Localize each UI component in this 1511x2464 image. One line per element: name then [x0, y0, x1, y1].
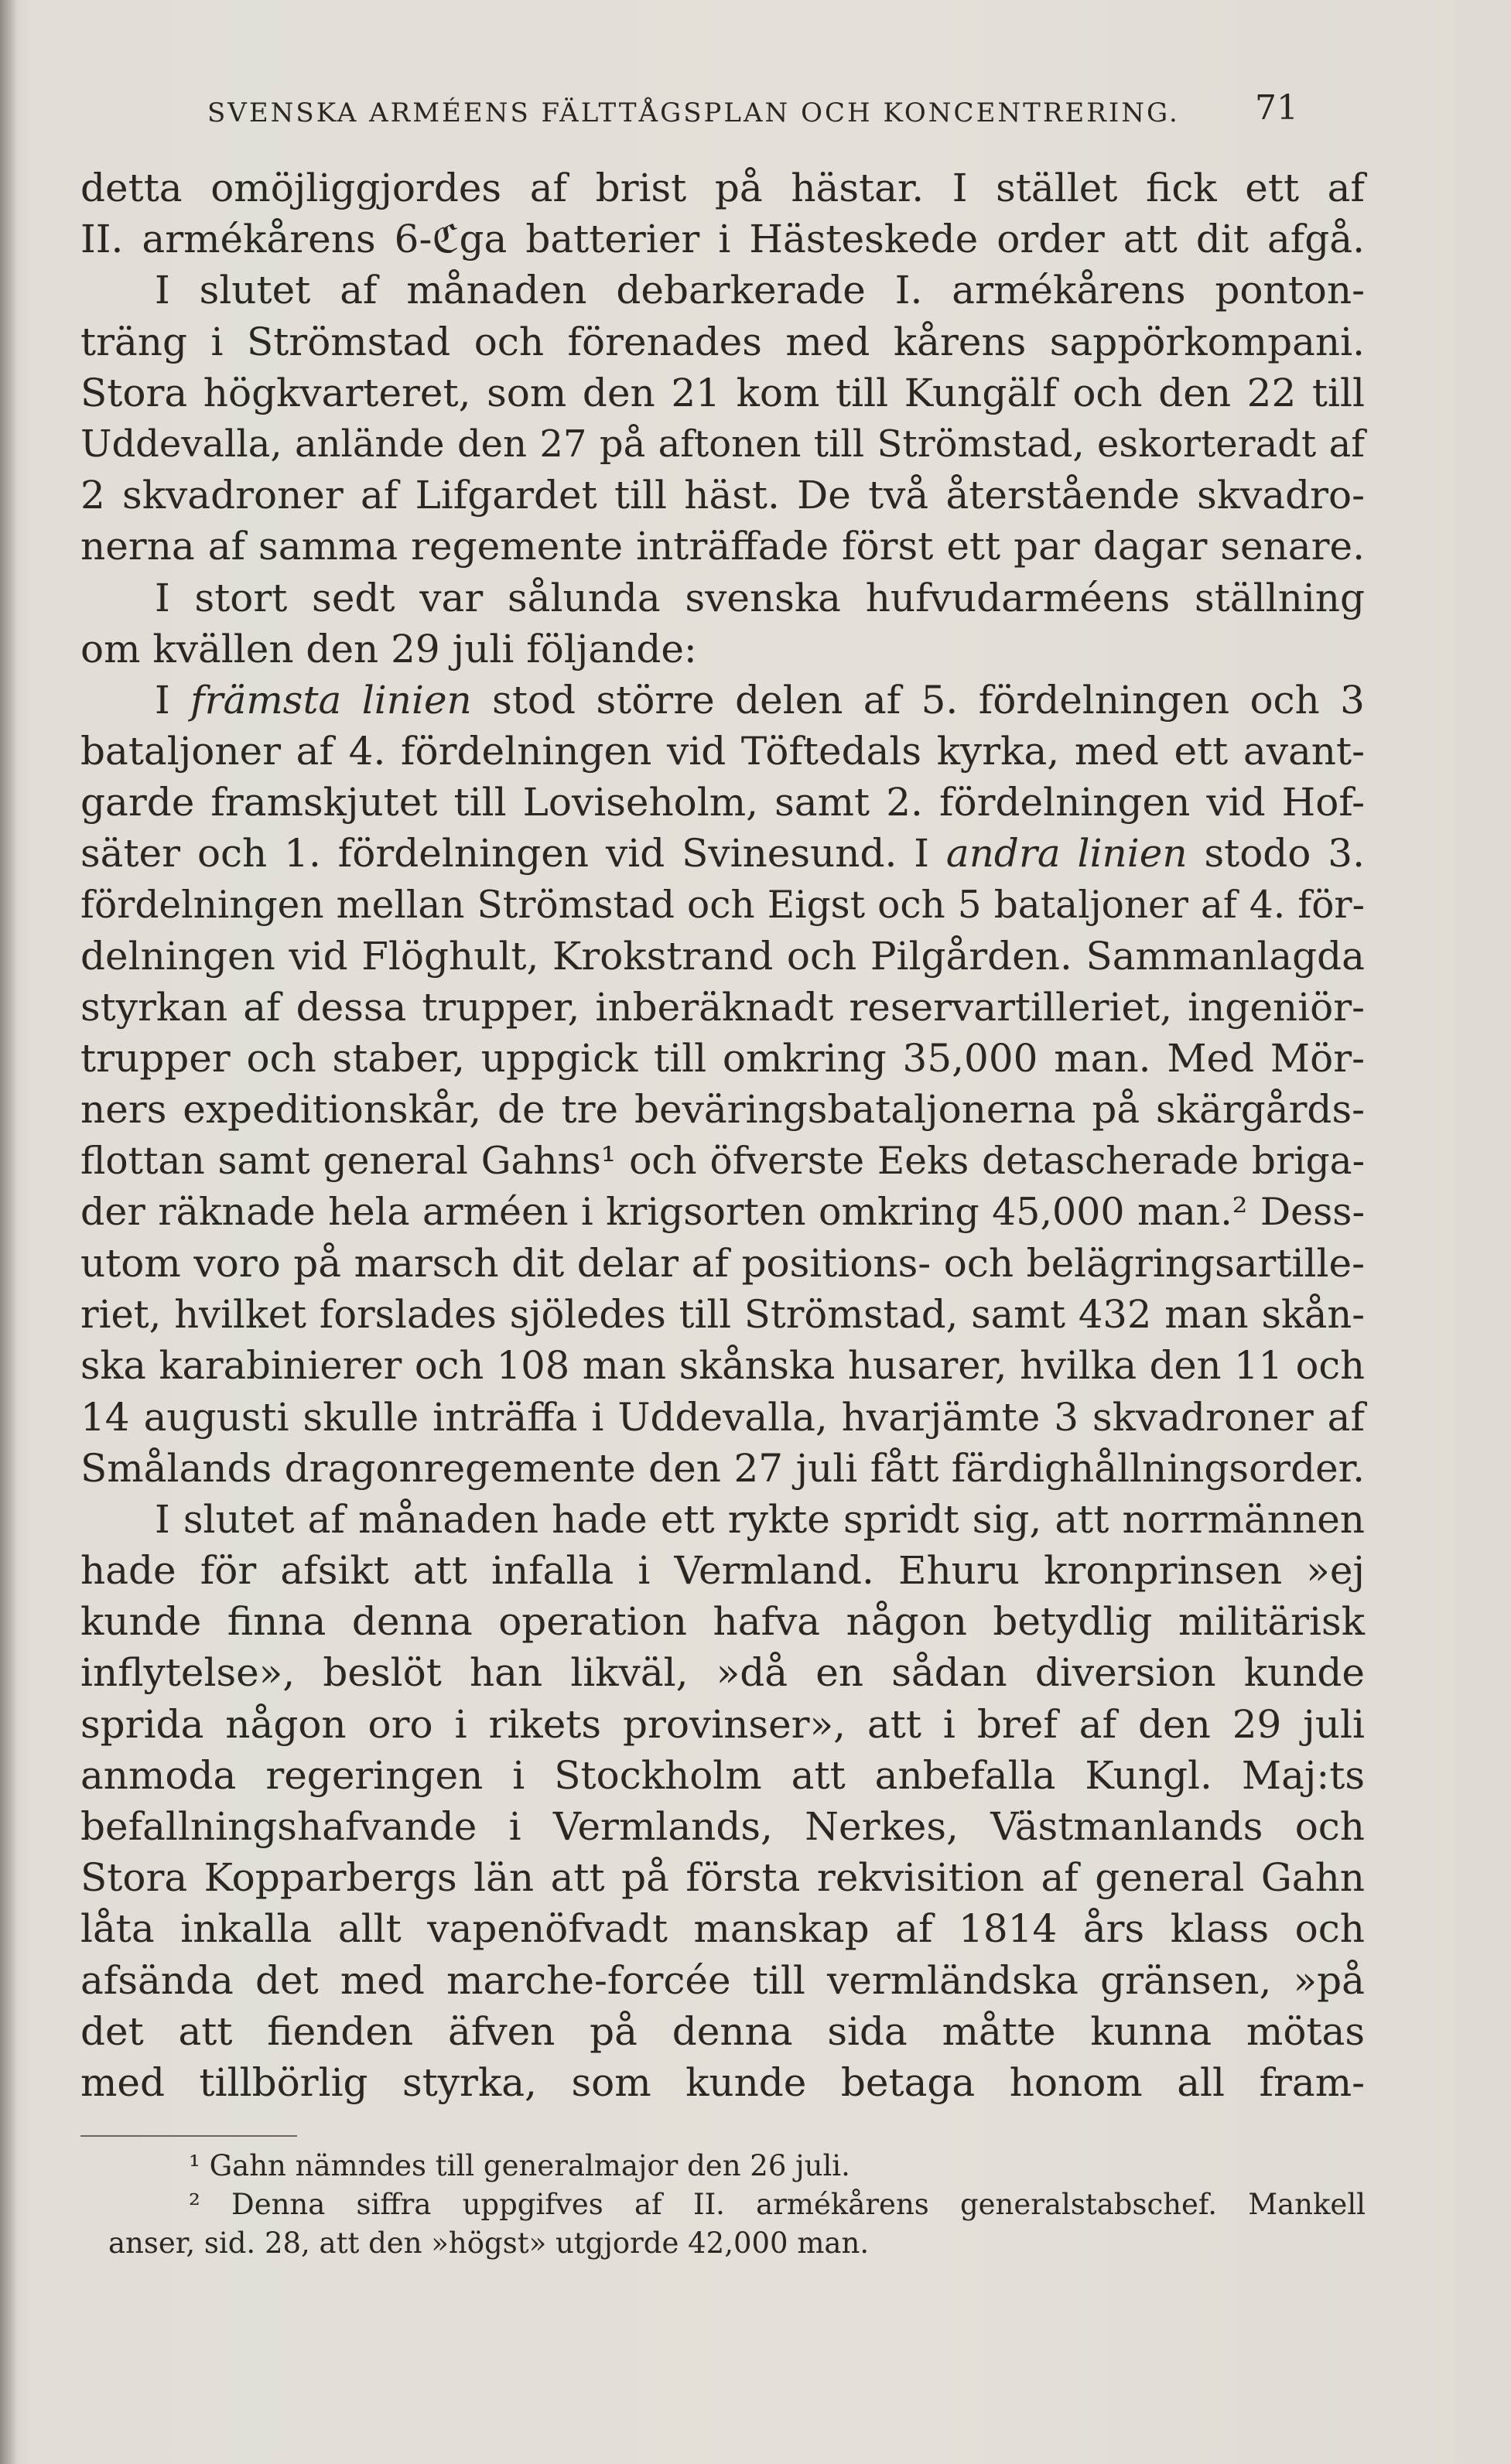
text-line: träng i Strömstad och förenades med kårens sappörkompani.: [80, 319, 1365, 364]
text-segment: säter och 1. fördelningen vid Svinesund. I: [80, 831, 946, 877]
text-line: flottan samt general Gahns¹ och öfverste Eeks detascherade briga-: [80, 1139, 1365, 1183]
footnote-1: ¹ Gahn nämndes till generalmajor den 26 juli.: [189, 2149, 850, 2182]
body-text: [80, 162, 1365, 2108]
text-line: 2 skvadroner af Lifgardet till häst. De två återstående skvadro-: [80, 473, 1365, 518]
page-header: [207, 84, 1298, 130]
text-line: bataljoner af 4. fördelningen vid Töftedals kyrka, med ett avant-: [80, 729, 1365, 774]
text-line: detta omöjliggjordes af brist på hästar. I stället fick ett af: [80, 166, 1365, 210]
text-line: med tillbörlig styrka, som kunde betaga honom all fram-: [80, 2059, 1365, 2105]
text-line: I slutet af månaden debarkerade I. armékårens ponton-: [155, 268, 1365, 313]
text-line: II. armékårens 6-ℭga batterier i Hästeskede order att dit afgå.: [80, 217, 1365, 262]
text-line-with-italic: [80, 675, 1365, 726]
text-line: låta inkalla allt vapenöfvadt manskap af 1814 års klass och: [80, 1906, 1365, 1952]
text-line: ska karabinierer och 108 man skånska husarer, hvilka den 11 och: [80, 1343, 1365, 1389]
text-line: det att fienden äfven på denna sida måtte kunna mötas: [80, 2008, 1365, 2054]
text-line: ners expeditionskår, de tre beväringsbataljonerna på skärgårds-: [80, 1087, 1365, 1133]
text-line: befallningshafvande i Vermlands, Nerkes, Västmanlands och: [80, 1804, 1365, 1849]
text-line: nerna af samma regemente inträffade först ett par dagar senare.: [80, 524, 1365, 569]
text-line: riet, hvilket forslades sjöledes till Strömstad, samt 432 man skån-: [80, 1292, 1365, 1338]
running-head: SVENSKA ARMÉENS FÄLTTÅGSPLAN OCH KONCENTRERING.: [207, 97, 1180, 128]
text-line: afsända det med marche-forcée till vermländska gränsen, »på: [80, 1957, 1365, 2003]
text-line: sprida någon oro i rikets provinser», att i bref af den 29 juli: [80, 1701, 1365, 1747]
text-line: der räknade hela arméen i krigsorten omkring 45,000 man.² Dess-: [80, 1189, 1365, 1234]
footnote-2: ² Denna siffra uppgifves af II. armékårens generalstabschef. Mankell: [189, 2188, 1366, 2221]
text-segment: stodo 3.: [1204, 831, 1366, 877]
text-line: Stora Kopparbergs län att på första rekvisition af general Gahn: [80, 1855, 1365, 1901]
text-line: styrkan af dessa trupper, inberäknadt reservartilleriet, ingeniör-: [80, 985, 1365, 1030]
footnote-2-continued: anser, sid. 28, att den »högst» utgjorde 42,000 man.: [108, 2226, 870, 2260]
text-line: hade för afsikt att infalla i Vermland. Ehuru kronprinsen »ej: [80, 1548, 1365, 1594]
page-binding-edge: [0, 0, 17, 2464]
footnotes: [108, 2147, 1366, 2263]
italic-term: andra linien: [945, 831, 1188, 877]
text-line: Uddevalla, anlände den 27 på aftonen till Strömstad, eskorteradt af: [80, 422, 1365, 466]
text-line: I slutet af månaden hade ett rykte spridt sig, att norrmännen: [155, 1496, 1365, 1542]
text-line: I stort sedt var sålunda svenska hufvudarméens ställning: [155, 575, 1365, 620]
text-line: trupper och staber, uppgick till omkring 35,000 man. Med Mör-: [80, 1036, 1365, 1082]
text-line: inflytelse», beslöt han likväl, »då en sådan diversion kunde: [80, 1650, 1365, 1696]
text-line: anmoda regeringen i Stockholm att anbefalla Kungl. Maj:ts: [80, 1752, 1365, 1798]
text-line: garde framskjutet till Loviseholm, samt 2. fördelningen vid Hof-: [80, 780, 1365, 825]
text-segment: stod större delen af 5. fördelningen och 3: [492, 677, 1365, 723]
text-line: utom voro på marsch dit delar af positions- och belägringsartille-: [80, 1240, 1365, 1286]
text-segment: I: [155, 677, 191, 723]
italic-term: främsta linien: [190, 677, 472, 723]
text-line-with-italic: [80, 828, 1365, 879]
footnote-divider: [80, 2135, 297, 2137]
text-line: 14 augusti skulle inträffa i Uddevalla, hvarjämte 3 skvadroner af: [80, 1394, 1365, 1440]
text-line: kunde finna denna operation hafva någon betydlig militärisk: [80, 1599, 1365, 1645]
text-line: Stora högkvarteret, som den 21 kom till Kungälf och den 22 till: [80, 370, 1365, 415]
text-line: om kvällen den 29 juli följande:: [80, 626, 697, 672]
text-line: Smålands dragonregemente den 27 juli fått färdighållningsorder.: [80, 1445, 1365, 1491]
page-number: 71: [1255, 88, 1298, 128]
text-line: fördelningen mellan Strömstad och Eigst och 5 bataljoner af 4. för-: [80, 883, 1365, 927]
text-line: delningen vid Flöghult, Krokstrand och Pilgården. Sammanlagda: [80, 933, 1365, 979]
